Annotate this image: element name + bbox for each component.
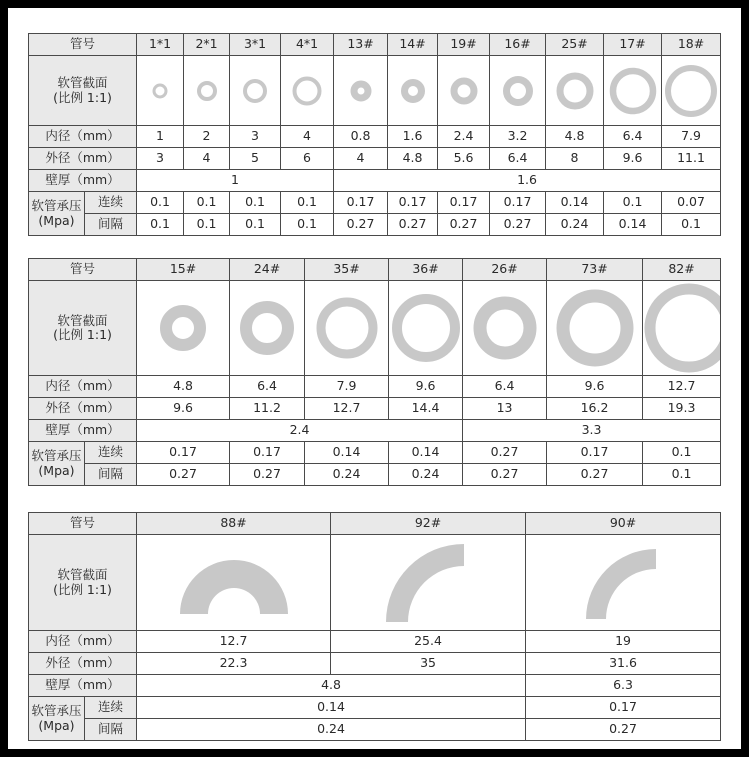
header-model-label: 管号 <box>29 34 137 56</box>
value-cell: 0.17 <box>137 442 230 464</box>
value-cell: 0.17 <box>526 697 721 719</box>
value-cell: 0.14 <box>546 192 604 214</box>
value-cell: 0.1 <box>137 192 184 214</box>
section-cell <box>137 56 184 126</box>
value-cell: 0.8 <box>334 126 388 148</box>
model-cell: 36# <box>389 259 463 281</box>
hose-spec-table-1 <box>28 33 721 236</box>
section-cell <box>490 56 546 126</box>
section-label <box>29 56 137 126</box>
model-cell: 1*1 <box>137 34 184 56</box>
value-cell: 22.3 <box>137 653 331 675</box>
value-cell: 0.24 <box>137 719 526 741</box>
value-cell: 0.27 <box>526 719 721 741</box>
value-cell: 16.2 <box>547 398 643 420</box>
pressure-label-line2: (Mpa) <box>38 462 75 478</box>
value-cell: 31.6 <box>526 653 721 675</box>
value-cell: 0.1 <box>662 214 721 236</box>
value-cell: 11.1 <box>662 148 721 170</box>
value-cell: 0.14 <box>137 697 526 719</box>
hose-ring-icon <box>472 295 538 361</box>
model-cell: 14# <box>388 34 438 56</box>
value-cell: 0.1 <box>184 192 230 214</box>
hose-quarter-section-icon <box>578 543 668 623</box>
model-cell: 25# <box>546 34 604 56</box>
continuous-label: 连续 <box>85 192 137 214</box>
value-cell: 6.4 <box>230 376 305 398</box>
value-cell: 9.6 <box>604 148 662 170</box>
wall-thickness-label: 壁厚（mm） <box>29 420 137 442</box>
section-cell <box>230 56 281 126</box>
pressure-label-line2: (Mpa) <box>38 717 75 733</box>
value-cell: 1 <box>137 170 334 192</box>
interval-label: 间隔 <box>85 719 137 741</box>
value-cell: 14.4 <box>389 398 463 420</box>
model-cell: 35# <box>305 259 389 281</box>
value-cell: 3 <box>230 126 281 148</box>
section-cell <box>331 535 526 631</box>
outer-diameter-label: 外径（mm） <box>29 653 137 675</box>
value-cell: 0.14 <box>305 442 389 464</box>
value-cell: 6.4 <box>463 376 547 398</box>
value-cell: 0.27 <box>463 442 547 464</box>
pressure-label-line2: (Mpa) <box>38 212 75 228</box>
model-cell: 92# <box>331 513 526 535</box>
value-cell: 1.6 <box>334 170 721 192</box>
value-cell: 0.1 <box>230 192 281 214</box>
section-cell <box>662 56 721 126</box>
value-cell: 0.27 <box>230 464 305 486</box>
hose-quarter-section-icon <box>378 540 478 626</box>
value-cell: 5.6 <box>438 148 490 170</box>
value-cell: 0.27 <box>463 464 547 486</box>
value-cell: 3.2 <box>490 126 546 148</box>
section-cell <box>526 535 721 631</box>
hose-ring-icon <box>608 66 658 116</box>
section-cell <box>463 281 547 376</box>
interval-label: 间隔 <box>85 214 137 236</box>
outer-diameter-label: 外径（mm） <box>29 148 137 170</box>
hose-half-section-icon <box>174 548 294 618</box>
value-cell: 3 <box>137 148 184 170</box>
value-cell: 11.2 <box>230 398 305 420</box>
value-cell: 4 <box>184 148 230 170</box>
value-cell: 0.1 <box>281 214 334 236</box>
value-cell: 0.14 <box>604 214 662 236</box>
value-cell: 5 <box>230 148 281 170</box>
model-cell: 3*1 <box>230 34 281 56</box>
value-cell: 2 <box>184 126 230 148</box>
hose-ring-icon <box>390 292 462 364</box>
value-cell: 12.7 <box>137 631 331 653</box>
value-cell: 0.1 <box>137 214 184 236</box>
outer-diameter-label: 外径（mm） <box>29 398 137 420</box>
section-cell <box>547 281 643 376</box>
hose-ring-icon <box>238 299 296 357</box>
value-cell: 4.8 <box>546 126 604 148</box>
value-cell: 0.17 <box>230 442 305 464</box>
model-cell: 88# <box>137 513 331 535</box>
model-cell: 13# <box>334 34 388 56</box>
value-cell: 4.8 <box>137 376 230 398</box>
hose-ring-icon <box>400 78 426 104</box>
value-cell: 2.4 <box>137 420 463 442</box>
value-cell: 7.9 <box>305 376 389 398</box>
section-cell <box>137 281 230 376</box>
value-cell: 0.27 <box>334 214 388 236</box>
section-cell <box>388 56 438 126</box>
inner-diameter-label: 内径（mm） <box>29 631 137 653</box>
value-cell: 0.17 <box>334 192 388 214</box>
model-cell: 82# <box>643 259 721 281</box>
value-cell: 6 <box>281 148 334 170</box>
model-cell: 2*1 <box>184 34 230 56</box>
section-cell <box>184 56 230 126</box>
header-model-label: 管号 <box>29 513 137 535</box>
hose-ring-icon <box>349 79 373 103</box>
pressure-label <box>29 442 85 486</box>
wall-thickness-label: 壁厚（mm） <box>29 675 137 697</box>
section-label-line1: 软管截面 <box>57 312 108 328</box>
hose-ring-icon <box>663 63 719 119</box>
value-cell: 0.17 <box>490 192 546 214</box>
value-cell: 0.1 <box>643 464 721 486</box>
model-cell: 90# <box>526 513 721 535</box>
value-cell: 25.4 <box>331 631 526 653</box>
pressure-label <box>29 697 85 741</box>
section-cell <box>643 281 721 376</box>
value-cell: 4.8 <box>388 148 438 170</box>
value-cell: 0.24 <box>305 464 389 486</box>
pressure-label-line1: 软管承压 <box>31 703 82 719</box>
value-cell: 0.14 <box>389 442 463 464</box>
continuous-label: 连续 <box>85 442 137 464</box>
model-cell: 4*1 <box>281 34 334 56</box>
value-cell: 0.1 <box>230 214 281 236</box>
hose-ring-icon <box>554 70 596 112</box>
section-label-line2: (比例 1:1) <box>53 89 112 105</box>
inner-diameter-label: 内径（mm） <box>29 376 137 398</box>
value-cell: 12.7 <box>643 376 721 398</box>
section-cell <box>389 281 463 376</box>
model-cell: 26# <box>463 259 547 281</box>
hose-ring-icon <box>241 77 269 105</box>
value-cell: 0.24 <box>546 214 604 236</box>
section-cell <box>137 535 331 631</box>
section-label-line2: (比例 1:1) <box>53 327 112 342</box>
inner-diameter-label: 内径（mm） <box>29 126 137 148</box>
value-cell: 9.6 <box>547 376 643 398</box>
interval-label: 间隔 <box>85 464 137 486</box>
section-cell <box>281 56 334 126</box>
value-cell: 0.07 <box>662 192 721 214</box>
value-cell: 0.1 <box>643 442 721 464</box>
value-cell: 0.17 <box>388 192 438 214</box>
pressure-label-line1: 软管承压 <box>31 448 82 464</box>
value-cell: 9.6 <box>389 376 463 398</box>
section-cell <box>305 281 389 376</box>
pressure-label <box>29 192 85 236</box>
spec-sheet <box>8 8 741 749</box>
pressure-label-line1: 软管承压 <box>31 198 82 214</box>
value-cell: 4 <box>281 126 334 148</box>
value-cell: 0.27 <box>137 464 230 486</box>
value-cell: 0.27 <box>490 214 546 236</box>
header-model-label: 管号 <box>29 259 137 281</box>
model-cell: 19# <box>438 34 490 56</box>
value-cell: 13 <box>463 398 547 420</box>
value-cell: 0.27 <box>547 464 643 486</box>
value-cell: 0.1 <box>281 192 334 214</box>
section-label-line2: (比例 1:1) <box>53 581 112 597</box>
hose-spec-table-2 <box>28 258 721 486</box>
section-label-line1: 软管截面 <box>57 75 108 91</box>
value-cell: 19 <box>526 631 721 653</box>
value-cell: 3.3 <box>463 420 721 442</box>
value-cell: 19.3 <box>643 398 721 420</box>
value-cell: 0.27 <box>438 214 490 236</box>
model-cell: 73# <box>547 259 643 281</box>
value-cell: 0.17 <box>547 442 643 464</box>
value-cell: 0.1 <box>184 214 230 236</box>
value-cell: 4.8 <box>137 675 526 697</box>
model-cell: 15# <box>137 259 230 281</box>
hose-ring-icon <box>150 81 170 101</box>
model-cell: 16# <box>490 34 546 56</box>
section-label <box>29 281 137 376</box>
value-cell: 6.3 <box>526 675 721 697</box>
value-cell: 1 <box>137 126 184 148</box>
hose-ring-icon <box>314 295 380 361</box>
value-cell: 6.4 <box>604 126 662 148</box>
model-cell: 18# <box>662 34 721 56</box>
section-cell <box>546 56 604 126</box>
hose-ring-icon <box>291 75 323 107</box>
wall-thickness-label: 壁厚（mm） <box>29 170 137 192</box>
hose-ring-icon <box>555 288 635 368</box>
value-cell: 0.24 <box>389 464 463 486</box>
continuous-label: 连续 <box>85 697 137 719</box>
section-cell <box>230 281 305 376</box>
section-cell <box>604 56 662 126</box>
value-cell: 6.4 <box>490 148 546 170</box>
value-cell: 0.27 <box>388 214 438 236</box>
section-cell <box>334 56 388 126</box>
hose-ring-icon <box>158 303 208 353</box>
value-cell: 8 <box>546 148 604 170</box>
section-label-line1: 软管截面 <box>57 567 108 583</box>
hose-ring-icon <box>501 74 535 108</box>
hose-ring-icon <box>643 282 721 374</box>
value-cell: 0.17 <box>438 192 490 214</box>
value-cell: 4 <box>334 148 388 170</box>
section-label <box>29 535 137 631</box>
value-cell: 7.9 <box>662 126 721 148</box>
hose-ring-icon <box>449 76 479 106</box>
model-cell: 24# <box>230 259 305 281</box>
hose-ring-icon <box>195 79 219 103</box>
value-cell: 2.4 <box>438 126 490 148</box>
value-cell: 9.6 <box>137 398 230 420</box>
value-cell: 0.1 <box>604 192 662 214</box>
value-cell: 12.7 <box>305 398 389 420</box>
value-cell: 1.6 <box>388 126 438 148</box>
model-cell: 17# <box>604 34 662 56</box>
section-cell <box>438 56 490 126</box>
value-cell: 35 <box>331 653 526 675</box>
hose-spec-table-3 <box>28 512 721 741</box>
